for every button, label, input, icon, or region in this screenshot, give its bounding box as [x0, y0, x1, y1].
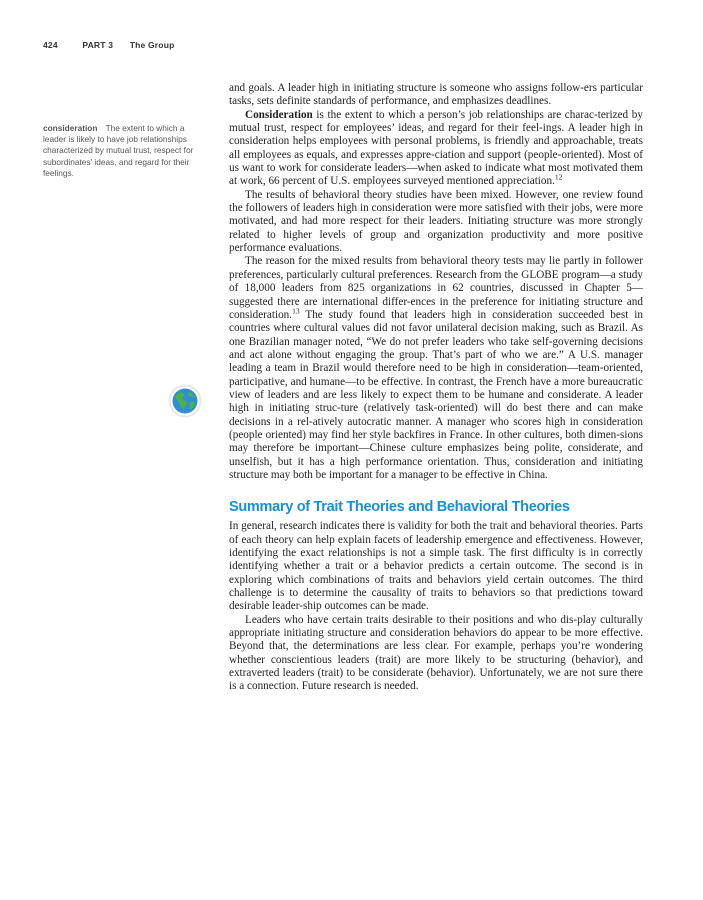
part-title: The Group: [129, 40, 175, 50]
paragraph-conclusion: Leaders who have certain traits desirable to their positions and who dis-play culturally appropriate initiating structure and consideration behaviors do appear to be more effective. Beyond that, the determinations are less clear. For example, perhaps you’re wondering whether conscientious leaders (trait) are more likely to be structuring (behavior), and extraverted leaders (trait) to be considerate (behavior). Unfortunately, we are not sure there is a connection. Future research is needed.: [229, 613, 643, 693]
cultural-text-b: The study found that leaders high in consideration succeeded best in countries where cultural values did not favor unilateral decision making, such as Brazil. As one Brazilian manager noted, “We do not prefer leaders who take self-governing decisions and act alone without engaging the group. That’s part of who we are.” A U.S. manager leading a team in Brazil would therefore need to be high in consideration—team-oriented, participative, and humane—to be effective. In contrast, the French have a more bureaucratic view of leaders and are less likely to expect them to be humane and considerate. A leader high in initiating struc-ture (relatively task-oriented) will do best there and can make decisions in a rel-atively autocratic manner. A manager who scores high in consideration (people oriented) may find her style backfires in France. In other cultures, both dimen-sions may therefore be important—Chinese culture emphasizes being polite, considerate, and unselfish, but it has a high performance orientation. Thus, consideration and initiating structure may both be important for a manager to be effective in China.: [229, 308, 643, 481]
consideration-text: is the extent to which a person’s job relationships are charac-terized by mutual trust, respect for employees’ ideas, and regard for their feel-ings. A leader high in consideration helps employees with personal problems, is friendly and approachable, treats all employees as equals, and expresses appre-ciation and support (people-oriented). Most of us want to work for considerate leaders—when asked to indicate what most motivated them at work, 66 percent of U.S. employees surveyed mentioned appreciation.: [229, 108, 643, 188]
paragraph-consideration: [229, 109, 643, 189]
main-text-column: [229, 82, 643, 694]
margin-definition-text: The extent to which a leader is likely to have job relationships characterized by mutual trust, respect for subordinates' ideas, and regard for their feelings.: [43, 123, 194, 178]
globe-icon: [168, 384, 202, 418]
paragraph-results: The results of behavioral theory studies have been mixed. However, one review found the followers of leaders high in consideration were more satisfied with their jobs, were more motivated, and had more respect for their leaders. Initiating structure was more strongly related to higher levels of group and organization productivity and more positive performance evaluations.: [229, 188, 643, 255]
margin-term: consideration: [43, 123, 98, 133]
paragraph-initiating-structure: and goals. A leader high in initiating structure is someone who assigns follow-ers particular tasks, sets definite standards of performance, and emphasizes deadlines.: [229, 82, 643, 108]
paragraph-cultural: [229, 255, 643, 482]
page-number: 424: [43, 40, 58, 50]
footnote-ref-13: 13: [292, 306, 300, 316]
section-heading: Summary of Trait Theories and Behavioral Theories: [229, 499, 570, 516]
consideration-term: Consideration: [245, 108, 313, 121]
running-header: [43, 40, 197, 50]
paragraph-summary: In general, research indicates there is validity for both the trait and behavioral theories. Parts of each theory can help explain facets of leadership emergence and effectiveness. However, identifying the exact relationships is not a simple task. The first difficulty is in correctly identifying whether a trait or a behavior predicts a certain outcome. The second is in exploring which combinations of traits and behaviors yield certain outcomes. The third challenge is to determine the causality of traits to behaviors so that predictions toward desirable leader-ship outcomes can be made.: [229, 520, 643, 613]
part-label: PART 3: [82, 40, 114, 50]
margin-definition: [43, 123, 195, 179]
cultural-text-a: The reason for the mixed results from behavioral theory tests may lie partly in follower preferences, particularly cultural preferences. Research from the GLOBE program—a study of 18,000 leaders from 825 organizations in 62 countries, discussed in Chapter 5—suggested there are international differ-ences in the preference for initiating structure and consideration.: [229, 255, 643, 321]
footnote-ref-12: 12: [554, 172, 563, 182]
